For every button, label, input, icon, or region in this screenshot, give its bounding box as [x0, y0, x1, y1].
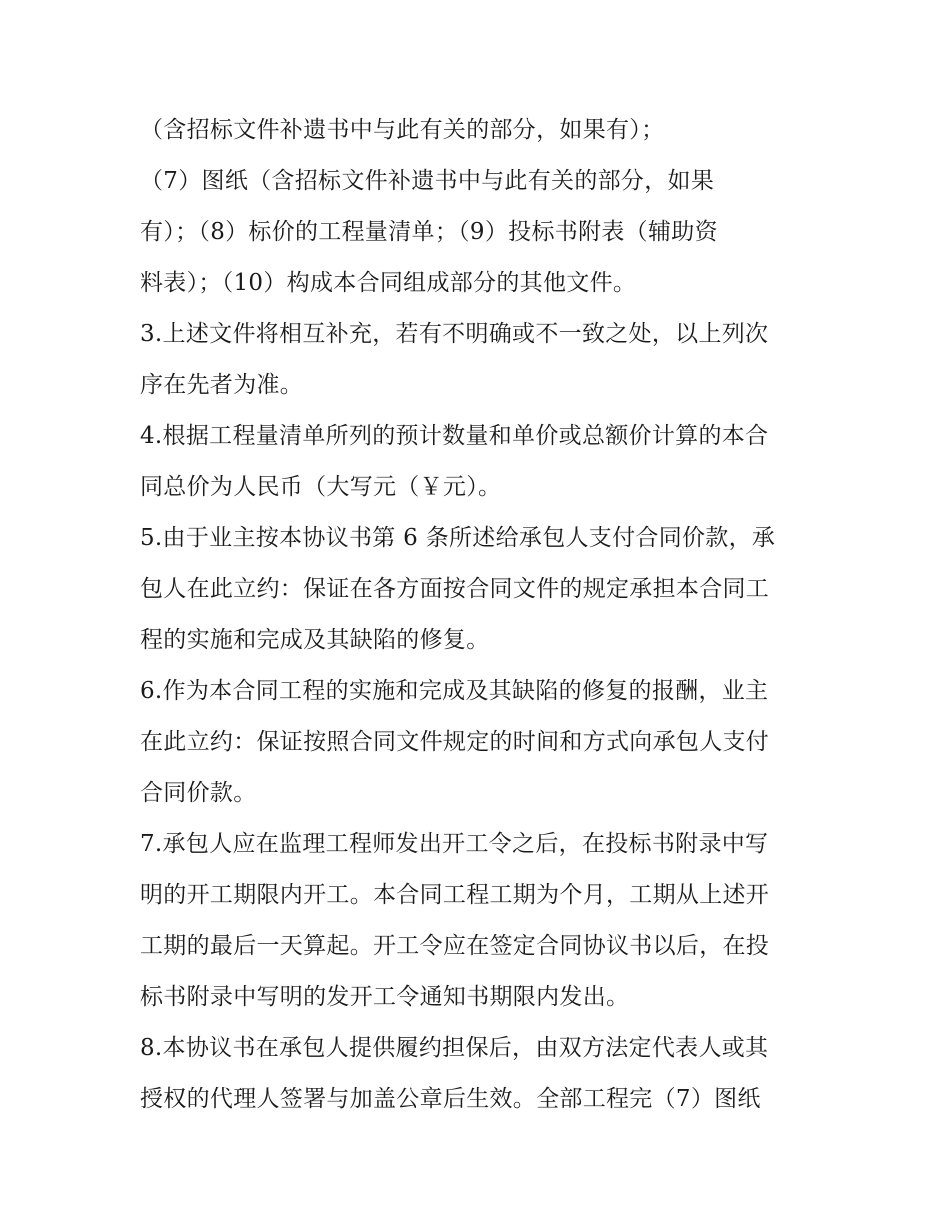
text-line-11: 程的实施和完成及其缺陷的修复。	[140, 627, 490, 653]
text-line-5: 3.上述文件将相互补充，若有不明确或不一致之处，以上列次	[140, 321, 769, 347]
text-line-16: 明的开工期限内开工。本合同工程工期为个月，工期从上述开	[140, 882, 770, 908]
text-line-4: 料表）；（10）构成本合同组成部分的其他文件。	[140, 270, 637, 296]
text-line-12: 6.作为本合同工程的实施和完成及其缺陷的修复的报酬，业主	[140, 678, 769, 704]
text-line-6: 序在先者为准。	[140, 372, 304, 398]
text-line-3: 有）；（8）标价的工程量清单；（9）投标书附表（辅助资	[140, 219, 718, 245]
text-line-8: 同总价为人民币（大写元（￥元）。	[140, 474, 502, 500]
text-line-20: 授权的代理人签署与加盖公章后生效。全部工程完（7）图纸	[140, 1086, 761, 1112]
text-line-19: 8.本协议书在承包人提供履约担保后，由双方法定代表人或其	[140, 1035, 769, 1061]
text-line-13: 在此立约：保证按照合同文件规定的时间和方式向承包人支付	[140, 729, 770, 755]
text-line-15: 7.承包人应在监理工程师发出开工令之后，在投标书附录中写	[140, 831, 769, 857]
text-line-2: （7）图纸（含招标文件补遗书中与此有关的部分，如果	[140, 168, 715, 194]
text-line-14: 合同价款。	[140, 780, 257, 806]
text-line-10: 包人在此立约：保证在各方面按合同文件的规定承担本合同工	[140, 576, 770, 602]
text-line-17: 工期的最后一天算起。开工令应在签定合同协议书以后，在投	[140, 933, 770, 959]
text-line-7: 4.根据工程量清单所列的预计数量和单价或总额价计算的本合	[140, 423, 769, 449]
text-line-1: （含招标文件补遗书中与此有关的部分，如果有）；	[140, 117, 665, 143]
text-line-9: 5.由于业主按本协议书第 6 条所述给承包人支付合同价款，承	[140, 525, 776, 551]
text-line-18: 标书附录中写明的发开工令通知书期限内发出。	[140, 984, 630, 1010]
